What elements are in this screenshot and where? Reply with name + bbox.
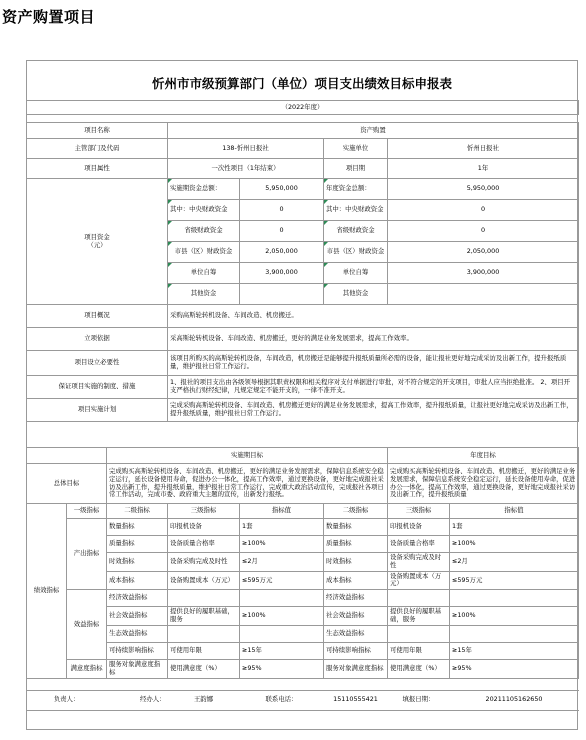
indicator-l2: 时效指标 [107,553,168,572]
label-central-year: 其中：中央财政资金 [324,200,388,221]
spacer-row [27,678,579,690]
indicator-l2: 生态效益指标 [107,625,168,642]
indicator-l2: 服务对象满意度指标 [107,659,168,678]
indicator-value: ≥100% [240,607,324,626]
label-period: 项目期 [324,159,388,179]
indicator-l2-year: 生态效益指标 [324,625,388,642]
document-title: 忻州市市级预算部门（单位）项目支出绩效目标申报表 [151,76,452,91]
indicator-value-year: 1套 [450,519,579,536]
indicator-value: ≥15年 [240,642,324,659]
label-overview: 项目概况 [27,305,168,328]
indicator-value: ≤2月 [240,553,324,572]
label-perf-indicator: 绩效指标 [27,504,67,679]
indicator-l3-year: 提供良好的履职基础，服务 [388,607,450,626]
footer-phone-label: 联系电话： [240,690,324,710]
indicator-l3: 设备采购完成及时性 [168,553,240,572]
indicator-l2: 质量指标 [107,536,168,553]
indicator-l2: 社会效益指标 [107,607,168,626]
label-province: 省级财政资金 [168,221,240,242]
value-central-year: 0 [388,200,579,221]
indicator-l2-year: 质量指标 [324,536,388,553]
label-benefit: 效益指标 [67,590,107,660]
header-level3-year: 三级指标 [388,504,450,519]
label-self: 单位自筹 [168,263,240,284]
indicator-value-year: ≤2月 [450,553,579,572]
header-level2: 二级指标 [107,504,168,519]
label-impl-total: 实施期资金总额： [168,179,240,200]
indicator-value: 1套 [240,519,324,536]
indicator-l3-year: 设备采购完成及时性 [388,553,450,572]
value-attribute: 一次性项目（1年结束） [168,159,324,179]
footer-phone: 15110555421 [324,690,388,710]
indicator-value-year: ≥100% [450,536,579,553]
value-other-impl [240,284,324,305]
indicator-l3 [168,625,240,642]
header-level3: 三级指标 [168,504,240,519]
indicator-l3: 可使用年限 [168,642,240,659]
label-funds: 项目资金 （元） [27,179,168,305]
indicator-value-year [450,625,579,642]
value-dept-code: 138-忻州日报社 [168,139,324,159]
value-plan: 完成采购高斯轮转机设备、车间改造、机房搬迁更好的满足业务发展需求，提高工作效率，提升报纸质量，让报社更好地完成采访及出新工作，提升报纸质量，维护报社日常工作运行。 [168,399,579,422]
indicator-l2-year: 数量指标 [324,519,388,536]
indicator-l2: 可持续影响指标 [107,642,168,659]
value-year-total: 5,950,000 [388,179,579,200]
value-central-impl: 0 [240,200,324,221]
indicator-l3: 设备购置成本（万元） [168,571,240,590]
indicator-value-year: ≥15年 [450,642,579,659]
indicator-value [240,590,324,607]
value-province-year: 0 [388,221,579,242]
value-self-impl: 3,900,000 [240,263,324,284]
label-other-year: 其他资金 [324,284,388,305]
indicator-l2-year: 服务对象满意度指标 [324,659,388,678]
label-satisfaction: 满意度指标 [67,659,107,678]
indicator-l2-year: 经济效益指标 [324,590,388,607]
label-necessity: 项目设立必要性 [27,351,168,376]
indicator-l2-year: 成本指标 [324,571,388,590]
spacer-row [27,115,579,123]
value-project-name: 资产购置 [168,123,579,139]
performance-target-table [26,100,579,711]
label-annual-goal: 年度目标 [388,448,579,464]
indicator-value-year [450,590,579,607]
year-cell: （2022年度） [27,101,579,115]
header-level2-year: 二级指标 [324,504,388,519]
indicator-value: ≥100% [240,536,324,553]
header-value-year: 指标值 [450,504,579,519]
indicator-value-year: ≥95% [450,659,579,678]
indicator-l3-year: 设备购置成本（万元） [388,571,450,590]
goal-header-blank [27,448,107,464]
footer-date-label: 填报日期： [388,690,450,710]
label-city: 市县（区）财政资金 [168,242,240,263]
indicator-l2-year: 社会效益指标 [324,607,388,626]
value-overall-impl: 完成购买高斯轮转机设备、车间改造、机房搬迁，更好的满足业务发展需求，保障信息系统安全稳定运行，延长设备使用寿命，促进办公一体化，提高工作效率，通过更换设备，更好地完成报社采访及出新工作，提升报纸质量，维护报社日常工作运行，完成重大政治活动宣传，完成报社各项日常工作活动，完成市委、政府重大主题的宣传，出新发行报纸。 [107,464,388,504]
indicator-value: ≥95% [240,659,324,678]
label-year-total: 年度资金总额： [324,179,388,200]
indicator-l2: 经济效益指标 [107,590,168,607]
indicator-l3-year [388,590,450,607]
indicator-value-year: ≤595万元 [450,571,579,590]
indicator-l3: 使用满意度（%） [168,659,240,678]
label-dept-code: 主管部门及代码 [27,139,168,159]
indicator-l2: 数量指标 [107,519,168,536]
value-other-year [388,284,579,305]
label-safeguard: 保证项目实施的制度、措施 [27,376,168,399]
footer-date: 20211105162650 [450,690,579,710]
label-overall-goal: 总体目标 [27,464,107,504]
label-attribute: 项目属性 [27,159,168,179]
indicator-l3-year: 印报机设备 [388,519,450,536]
indicator-l3-year [388,625,450,642]
label-other: 其他资金 [168,284,240,305]
value-safeguard: 1、报社的项目支出由各级领导根据其职责权限和相关程序对支付单据进行审批，对不符合规定的开支项目，审批人应当拒绝批准。 2、项目开支严格执行财经纪律，凡规定规定不能开支的，一律不准开支。 [168,376,579,399]
label-project-name: 项目名称 [27,123,168,139]
label-impl-goal: 实施期目标 [107,448,388,464]
indicator-l3-year: 可使用年限 [388,642,450,659]
header-value: 指标值 [240,504,324,519]
spacer-row [27,422,579,448]
value-period: 1年 [388,159,579,179]
label-basis: 立项依据 [27,328,168,351]
footer-leader-label: 负责人： [27,690,107,710]
label-city-year: 市县（区）财政资金 [324,242,388,263]
header-level1: 一级指标 [67,504,107,519]
indicator-value-year: ≥100% [450,607,579,626]
indicator-l3: 提供良好的履职基础，服务 [168,607,240,626]
indicator-value [240,625,324,642]
value-self-year: 3,900,000 [388,263,579,284]
indicator-l3: 印报机设备 [168,519,240,536]
value-basis: 采高斯轮转机设备、车间改造、机房搬迁，更好的满足业务发展需求，提高工作效率。 [168,328,579,351]
indicator-l3 [168,590,240,607]
indicator-l3-year: 使用满意度（%） [388,659,450,678]
page-heading: 资产购置项目 [2,8,96,26]
value-city-year: 2,050,000 [388,242,579,263]
label-self-year: 单位自筹 [324,263,388,284]
value-city-impl: 2,050,000 [240,242,324,263]
value-impl-unit: 忻州日报社 [388,139,579,159]
indicator-value: ≤595万元 [240,571,324,590]
label-output: 产出指标 [67,519,107,590]
label-plan: 项目实施计划 [27,399,168,422]
footer-handler: 王韵娜 [168,690,240,710]
indicator-l2-year: 时效指标 [324,553,388,572]
value-overview: 采购高斯轮转机设备、车间改造、机房搬迁。 [168,305,579,328]
value-province-impl: 0 [240,221,324,242]
footer-handler-label: 经办人： [107,690,168,710]
indicator-l3: 设备质量合格率 [168,536,240,553]
label-province-year: 省级财政资金 [324,221,388,242]
value-impl-total: 5,950,000 [240,179,324,200]
indicator-l2: 成本指标 [107,571,168,590]
label-central: 其中：中央财政资金 [168,200,240,221]
indicator-l3-year: 设备质量合格率 [388,536,450,553]
label-impl-unit: 实施单位 [324,139,388,159]
indicator-l2-year: 可持续影响指标 [324,642,388,659]
value-necessity: 该项目所购买的高斯轮转机设备，车间改造，机房搬迁是能够提升报纸质量所必需的设备，能让报社更好地完成采访及出新工作，提升报纸质量，维护报社日常工作运行。 [168,351,579,376]
value-overall-year: 完成购买高斯轮转机设备、车间改造、机房搬迁，更好的满足业务发展需求，保障信息系统安全稳定运行，延长设备使用寿命，促进办公一体化，提高工作效率，通过更换设备，更好地完成报社采访及出新工作，提升报纸质量 [388,464,579,504]
